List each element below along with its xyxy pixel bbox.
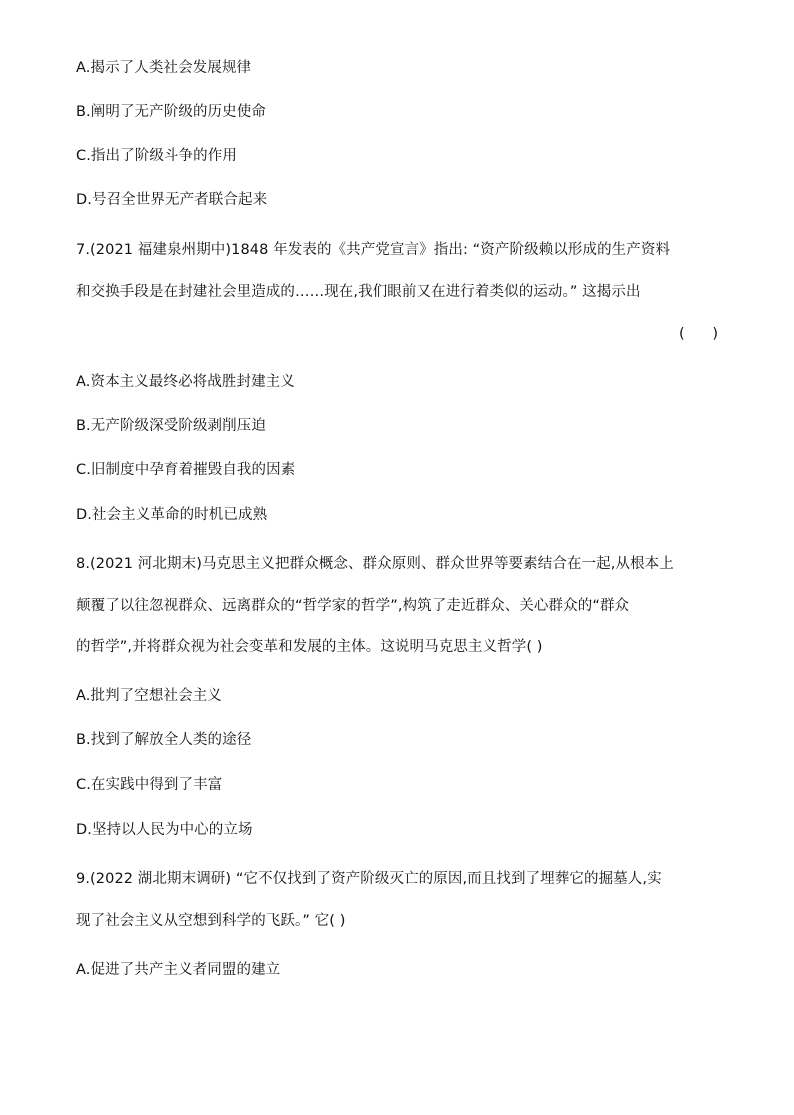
q8-option-a: A.批判了空想社会主义 [76, 688, 222, 704]
q7-option-a: A.资本主义最终必将战胜封建主义 [76, 374, 295, 390]
q8-option-b: B.找到了解放全人类的途径 [76, 732, 252, 748]
q7-option-d: D.社会主义革命的时机已成熟 [76, 507, 268, 523]
q7-option-b: B.无产阶级深受阶级剥削压迫 [76, 418, 266, 434]
q7-stem-line-2: 和交换手段是在封建社会里造成的……现在,我们眼前又在进行着类似的运动。” 这揭示出 [76, 284, 641, 300]
q8-stem-line-1: 8.(2021 河北期末)马克思主义把群众概念、群众原则、群众世界等要素结合在一起,从根本上 [76, 556, 674, 572]
q8-option-c: C.在实践中得到了丰富 [76, 777, 223, 793]
q9-stem-line-1: 9.(2022 湖北期末调研) “它不仅找到了资产阶级灭亡的原因,而且找到了埋葬它的掘墓人,实 [76, 871, 662, 887]
q7-stem-line-1: 7.(2021 福建泉州期中)1848 年发表的《共产党宣言》指出: “资产阶级赖以形成的生产资料 [76, 242, 671, 258]
q8-stem-line-2: 颠覆了以往忽视群众、远离群众的“哲学家的哲学”,构筑了走近群众、关心群众的“群众 [76, 598, 630, 614]
q8-option-d: D.坚持以人民为中心的立场 [76, 822, 253, 838]
q9-option-a: A.促进了共产主义者同盟的建立 [76, 962, 281, 978]
q8-stem-line-3: 的哲学”,并将群众视为社会变革和发展的主体。这说明马克思主义哲学( ) [76, 639, 543, 655]
q9-stem-line-2: 现了社会主义从空想到科学的飞跃。” 它( ) [76, 913, 346, 929]
prev-option-a: A.揭示了人类社会发展规律 [76, 60, 252, 76]
q7-option-c: C.旧制度中孕育着摧毁自我的因素 [76, 462, 296, 478]
prev-option-b: B.阐明了无产阶级的历史使命 [76, 104, 266, 120]
q7-answer-blank: ( ) [679, 326, 718, 342]
prev-option-d: D.号召全世界无产者联合起来 [76, 192, 268, 208]
prev-option-c: C.指出了阶级斗争的作用 [76, 148, 237, 164]
